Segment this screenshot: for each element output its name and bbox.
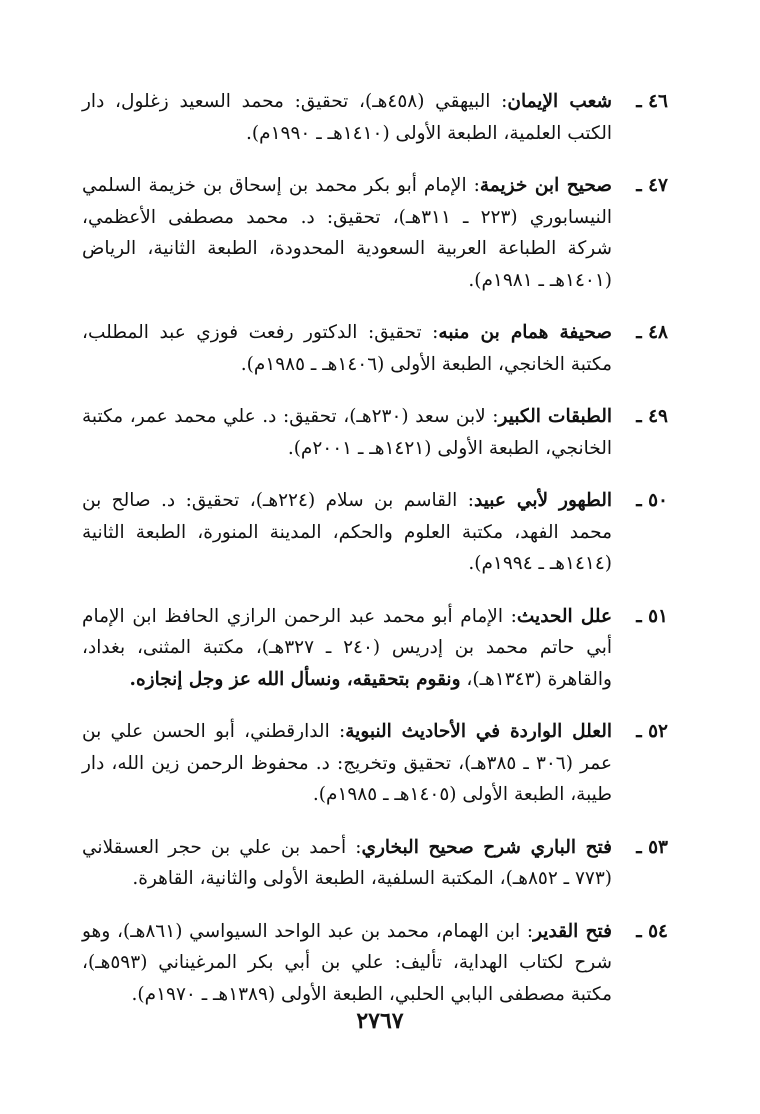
entry-body: : تحقيق: الدكتور رفعت فوزي عبد المطلب، مكتبة الخانجي، الطبعة الأولى (١٤٠٦هـ ـ ١٩٨٥م). [82,322,612,375]
entry-number: ٤٧ ـ [636,175,668,196]
entry-number: ٥٤ ـ [636,920,668,942]
entry-number: ٤٩ ـ [636,406,668,427]
entry-title: شعب الإيمان [507,91,613,112]
bibliography-entry-51 [82,601,668,696]
entry-title: صحيح ابن خزيمة [479,175,612,196]
entry-title: الطهور لأبي عبيد [473,490,612,511]
entry-title: العلل الواردة في الأحاديث النبوية [345,721,612,742]
entry-title: فتح الباري شرح صحيح البخاري [361,836,612,858]
entry-body: : القاسم بن سلام (٢٢٤هـ)، تحقيق: د. صالح بن محمد الفهد، مكتبة العلوم والحكم، المدينة المنورة، الطبعة الثانية (١٤١٤هـ ـ ١٩٩٤م). [82,490,612,574]
entry-number: ٤٦ ـ [636,91,668,112]
entry-number: ٤٨ ـ [636,322,668,343]
bibliography-entry-48 [82,317,668,380]
bibliography-entry-46 [82,86,668,149]
bibliography-entry-49 [82,401,668,464]
entry-note: ونقوم بتحقيقه، ونسأل الله عز وجل إنجازه. [129,668,461,690]
entry-number: ٥٣ ـ [636,836,668,858]
bibliography-entry-54 [82,916,668,1011]
bibliography-entry-47 [82,170,668,296]
entry-body: : ابن الهمام، محمد بن عبد الواحد السيواسي (٨٦١هـ)، وهو شرح لكتاب الهداية، تأليف: علي بن أبي بكر المرغيناني (٥٩٣هـ)، مكتبة مصطفى البابي الحلبي، الطبعة الأولى (١٣٨٩هـ ـ ١٩٧٠م). [82,920,612,1005]
entry-body: : البيهقي (٤٥٨هـ)، تحقيق: محمد السعيد زغلول، دار الكتب العلمية، الطبعة الأولى (١٤١٠هـ ـ ١٩٩٠م). [82,91,612,144]
entry-title: صحيفة همام بن منبه [438,322,612,343]
entry-number: ٥١ ـ [636,605,668,627]
page-number: ٢٧٦٧ [356,1008,404,1034]
entry-body: : أحمد بن علي بن حجر العسقلاني (٧٧٣ ـ ٨٥٢هـ)، المكتبة السلفية، الطبعة الأولى والثانية، القاهرة. [82,836,612,889]
entry-body: : الإمام أبو محمد عبد الرحمن الرازي الحافظ ابن الإمام أبي حاتم محمد بن إدريس (٢٤٠ ـ ٣٢٧هـ)، مكتبة المثنى، بغداد، والقاهرة (١٣٤٣هـ)، [82,605,612,690]
entry-body: : الدارقطني، أبو الحسن علي بن عمر (٣٠٦ ـ ٣٨٥هـ)، تحقيق وتخريج: د. محفوظ الرحمن زين الله، دار طيبة، الطبعة الأولى (١٤٠٥هـ ـ ١٩٨٥م). [82,721,612,805]
entry-body: : الإمام أبو بكر محمد بن إسحاق بن خزيمة السلمي النيسابوري (٢٢٣ ـ ٣١١هـ)، تحقيق: د. محمد مصطفى الأعظمي، شركة الطباعة العربية السعودية المحدودة، الطبعة الثانية، الرياض (١٤٠١هـ ـ ١٩٨١م). [82,175,612,291]
entry-title: علل الحديث [516,605,613,627]
bibliography-entry-53 [82,832,668,895]
bibliography-entry-50 [82,485,668,580]
bibliography-entry-52 [82,716,668,811]
entry-body: : لابن سعد (٢٣٠هـ)، تحقيق: د. علي محمد عمر، مكتبة الخانجي، الطبعة الأولى (١٤٢١هـ ـ ٢٠٠١م). [82,406,612,459]
entry-title: فتح القدير [533,920,612,942]
entry-number: ٥٢ ـ [636,721,668,742]
entry-title: الطبقات الكبير [498,406,612,427]
entry-number: ٥٠ ـ [636,490,668,511]
